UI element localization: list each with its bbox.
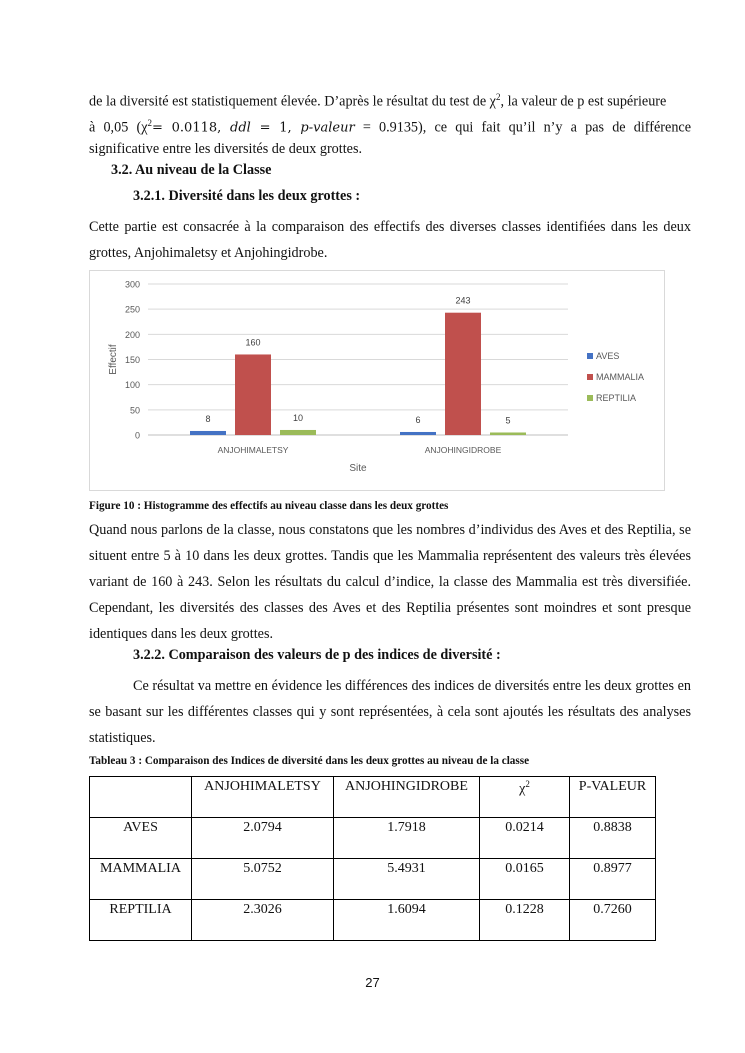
intro-text: de la diversité est statistiquement élevée. D’après le résultat du test de χ — [89, 93, 496, 110]
table-cell: 2.3026 — [192, 900, 334, 941]
x-tick-label: ANJOHINGIDROBE — [424, 445, 502, 455]
y-axis-title: Effectif — [108, 344, 119, 375]
y-tick-label: 250 — [124, 304, 140, 315]
data-label: 243 — [455, 295, 471, 306]
data-label: 8 — [205, 413, 211, 424]
table-caption: Tableau 3 : Comparaison des Indices de diversité dans les deux grottes au niveau de la classe — [89, 755, 530, 767]
legend-swatch — [587, 395, 593, 401]
y-tick-label: 150 — [124, 355, 140, 365]
page-number: 27 — [365, 975, 380, 990]
table-cell: 5.0752 — [192, 859, 334, 900]
bar-aves — [190, 431, 226, 435]
row-label: REPTILIA — [90, 900, 192, 941]
header-empty — [90, 777, 192, 818]
intro-text: = 0.9135), ce qui fait qu’il n’y a pas de différence — [354, 119, 692, 136]
data-label: 5 — [505, 415, 511, 426]
table-row — [90, 900, 656, 941]
legend-swatch — [587, 353, 593, 359]
legend-swatch — [587, 374, 593, 380]
section-3-2-heading: 3.2. Au niveau de la Classe — [111, 162, 272, 178]
intro-text: , la valeur de p est supérieure — [500, 93, 667, 110]
bar-aves — [400, 432, 436, 435]
legend-label: REPTILIA — [596, 393, 637, 403]
legend-label: AVES — [596, 351, 620, 361]
row-label: MAMMALIA — [90, 859, 192, 900]
bar-reptilia — [490, 432, 526, 435]
x-tick-label: ANJOHIMALETSY — [217, 445, 289, 455]
table-cell: 2.0794 — [192, 818, 334, 859]
table-cell: 0.0165 — [480, 859, 570, 900]
table-cell: 0.8977 — [570, 859, 656, 900]
legend-label: MAMMALIA — [596, 372, 645, 382]
header-anjohimaletsy: ANJOHIMALETSY — [192, 777, 334, 818]
chart-svg — [90, 271, 664, 490]
header-anjohingidrobe: ANJOHINGIDROBE — [334, 777, 480, 818]
discussion-paragraph: Quand nous parlons de la classe, nous constatons que les nombres d’individus des Aves et des Reptilia, se situent entre 5 à 10 dans les deux grottes. Tandis que les Mammalia représentent des valeurs très élevées variant de 160 à 243. Selon les résultats du calcul d’indice, la classe des Mammalia est très diversifiée. Cependant, les diversités des classes des Aves et des Reptilia présentes sont moindres et sont presque identiques dans les deux grottes. — [89, 522, 691, 642]
figure-caption: Figure 10 : Histogramme des effectifs au niveau classe dans les deux grottes — [89, 500, 449, 512]
table-cell: 0.7260 — [570, 900, 656, 941]
intro-line-3: significative entre les diversités de deux grottes. — [89, 141, 363, 157]
header-chi2 — [480, 777, 570, 818]
section-3-2-1-heading: 3.2.1. Diversité dans les deux grottes : — [133, 188, 361, 204]
bar-chart — [89, 270, 665, 491]
diversity-table — [89, 776, 656, 941]
intro-text: à 0,05 (χ — [89, 119, 148, 136]
y-tick-label: 200 — [124, 329, 140, 340]
ddl-value: = 1, — [250, 120, 301, 136]
section-3-2-2-text: Ce résultat va mettre en évidence les différences des indices de diversités entre les deux grottes en se basant sur les différentes classes qui y sont représentées, à cela sont ajoutés les résultats des analyses statistiques. — [89, 678, 691, 746]
row-label: AVES — [90, 818, 192, 859]
chi-exponent: 2 — [525, 779, 530, 789]
bar-reptilia — [280, 430, 316, 435]
y-tick-label: 0 — [134, 430, 140, 441]
data-label: 160 — [245, 337, 261, 348]
table-row — [90, 859, 656, 900]
chi-value: = 0.0118, — [152, 120, 231, 136]
table-cell: 0.0214 — [480, 818, 570, 859]
y-tick-label: 50 — [129, 405, 140, 416]
table-cell: 0.1228 — [480, 900, 570, 941]
x-axis-title: Site — [349, 463, 367, 474]
table-cell: 1.7918 — [334, 818, 480, 859]
pvalue-symbol: p-valeur — [300, 120, 355, 136]
header-pvaleur: P-VALEUR — [570, 777, 656, 818]
y-tick-label: 100 — [124, 380, 140, 391]
section-3-2-1-text: Cette partie est consacrée à la comparaison des effectifs des diverses classes identifiées dans les deux grottes, Anjohimaletsy et Anjohingidrobe. — [89, 219, 691, 261]
bar-mammalia — [445, 313, 481, 435]
y-tick-label: 300 — [124, 279, 140, 290]
data-label: 10 — [292, 412, 304, 423]
bar-mammalia — [235, 354, 271, 435]
table-cell: 5.4931 — [334, 859, 480, 900]
data-label: 6 — [415, 414, 421, 425]
chi-exponent: 2 — [147, 118, 152, 128]
chi-symbol: χ — [519, 781, 526, 797]
ddl-symbol: ddl — [230, 120, 251, 136]
table-row — [90, 818, 656, 859]
table-cell: 1.6094 — [334, 900, 480, 941]
section-3-2-2-heading: 3.2.2. Comparaison des valeurs de p des indices de diversité : — [133, 647, 501, 663]
chi-exponent: 2 — [495, 92, 501, 102]
table-cell: 0.8838 — [570, 818, 656, 859]
table-header-row — [90, 777, 656, 818]
